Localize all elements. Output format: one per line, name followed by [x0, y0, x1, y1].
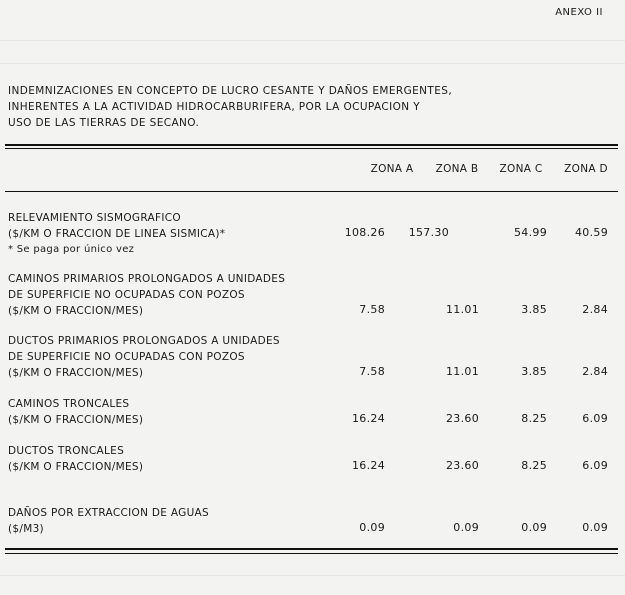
row-label-line: DE SUPERFICIE NO OCUPADAS CON POZOS	[8, 289, 245, 301]
table-bottom-rule-thin	[5, 553, 618, 554]
column-header-zona-c: ZONA C	[499, 163, 543, 175]
row-label-line: CAMINOS PRIMARIOS PROLONGADOS A UNIDADES	[8, 273, 286, 285]
table-row-label	[8, 210, 225, 258]
row-label-line: RELEVAMIENTO SISMOGRAFICO	[8, 212, 181, 224]
cell-value: 7.58	[359, 303, 385, 316]
cell-value: 8.25	[521, 412, 547, 425]
cell-value: 2.84	[582, 303, 608, 316]
cell-value: 0.09	[582, 521, 608, 534]
cell-value: 157.30	[408, 226, 449, 239]
scan-artifact	[0, 40, 625, 41]
cell-value: 11.01	[446, 303, 479, 316]
row-label-line: ($/KM O FRACCION DE LINEA SISMICA)*	[8, 228, 226, 240]
title-line: INHERENTES A LA ACTIVIDAD HIDROCARBURIFERA, POR LA OCUPACION Y	[8, 101, 421, 113]
row-label-line: ($/KM O FRACCION/MES)	[8, 461, 144, 473]
table-top-rule	[5, 144, 618, 146]
document-title	[8, 83, 452, 131]
annex-label: ANEXO II	[555, 7, 603, 18]
row-label-line: ($/KM O FRACCION/MES)	[8, 367, 144, 379]
cell-value: 8.25	[521, 459, 547, 472]
scan-artifact	[0, 63, 625, 64]
cell-value: 0.09	[453, 521, 479, 534]
cell-value: 7.58	[359, 365, 385, 378]
title-line: INDEMNIZACIONES EN CONCEPTO DE LUCRO CESANTE Y DAÑOS EMERGENTES,	[8, 85, 453, 97]
column-header-zona-b: ZONA B	[435, 163, 479, 175]
cell-value: 6.09	[582, 412, 608, 425]
cell-value: 0.09	[521, 521, 547, 534]
column-header-zona-d: ZONA D	[564, 163, 608, 175]
row-label-line: ($/M3)	[8, 523, 44, 535]
cell-value: 3.85	[521, 365, 547, 378]
row-label-line: ($/KM O FRACCION/MES)	[8, 305, 144, 317]
cell-value: 16.24	[352, 412, 385, 425]
table-row-label	[8, 443, 143, 475]
row-label-line: DE SUPERFICIE NO OCUPADAS CON POZOS	[8, 351, 245, 363]
table-row-label	[8, 333, 280, 381]
table-row-label	[8, 396, 143, 428]
column-header-zona-a: ZONA A	[370, 163, 414, 175]
row-label-line: DAÑOS POR EXTRACCION DE AGUAS	[8, 507, 210, 519]
header-bottom-rule	[5, 191, 618, 192]
cell-value: 16.24	[352, 459, 385, 472]
table-row-label	[8, 505, 209, 537]
cell-value: 54.99	[514, 226, 547, 239]
row-label-line: DUCTOS TRONCALES	[8, 445, 125, 457]
title-line: USO DE LAS TIERRAS DE SECANO.	[8, 117, 200, 129]
table-top-rule-thin	[5, 148, 618, 149]
table-bottom-rule	[5, 548, 618, 550]
row-label-line: ($/KM O FRACCION/MES)	[8, 414, 144, 426]
cell-value: 0.09	[359, 521, 385, 534]
scan-artifact	[0, 575, 625, 576]
row-label-line: DUCTOS PRIMARIOS PROLONGADOS A UNIDADES	[8, 335, 280, 347]
cell-value: 23.60	[446, 459, 479, 472]
cell-value: 23.60	[446, 412, 479, 425]
cell-value: 40.59	[575, 226, 608, 239]
cell-value: 3.85	[521, 303, 547, 316]
table-row-label	[8, 271, 285, 319]
row-label-line: CAMINOS TRONCALES	[8, 398, 130, 410]
cell-value: 6.09	[582, 459, 608, 472]
cell-value: 11.01	[446, 365, 479, 378]
cell-value: 108.26	[344, 226, 385, 239]
row-footnote: * Se paga por único vez	[8, 244, 135, 255]
cell-value: 2.84	[582, 365, 608, 378]
